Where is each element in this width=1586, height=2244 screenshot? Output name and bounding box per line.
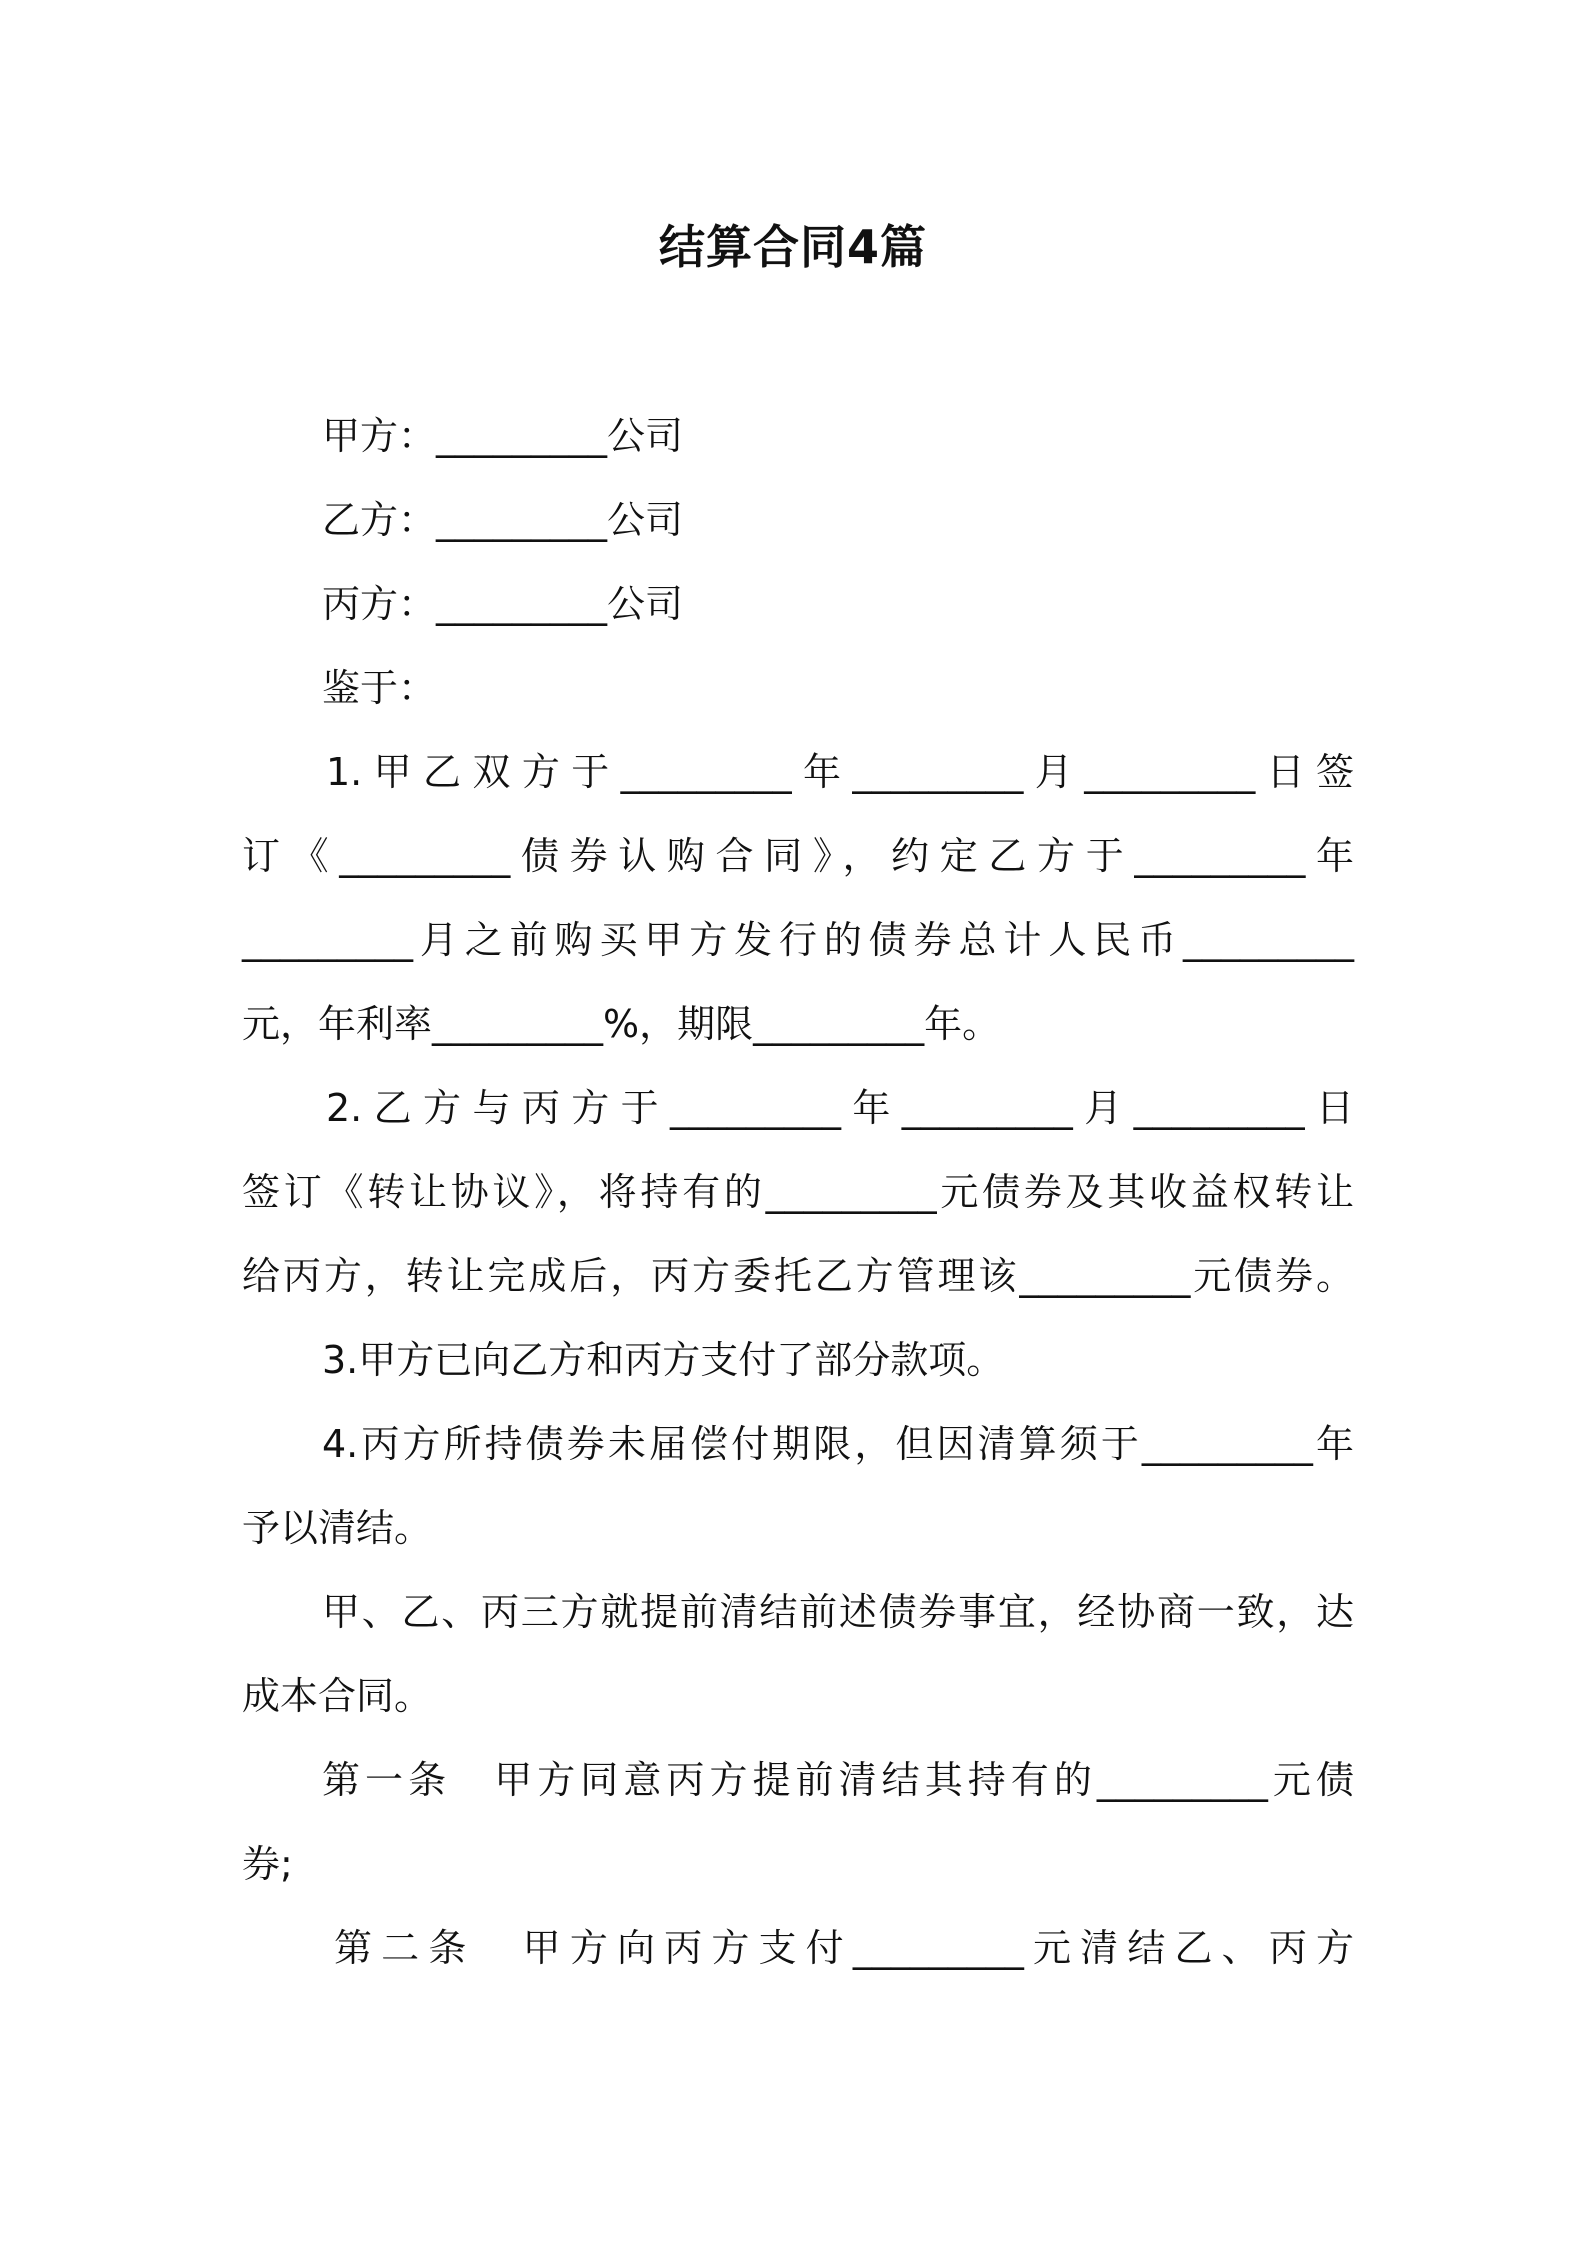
article-1-line-1: 第一条 甲方同意丙方提前清结其持有的_________元债 <box>322 1758 1354 1802</box>
clause-1-line-1: 1.甲乙双方于_________年_________月_________日签 <box>326 750 1354 794</box>
article-1-line-2: 券; <box>242 1842 293 1886</box>
clause-4-line-2: 予以清结。 <box>242 1506 433 1550</box>
whereas-label: 鉴于： <box>322 666 437 710</box>
party-b-line: 乙方：_________公司 <box>322 498 684 542</box>
clause-2-line-3: 给丙方，转让完成后，丙方委托乙方管理该_________元债券。 <box>242 1254 1354 1298</box>
clause-4-line-1: 4.丙方所持债券未届偿付期限，但因清算须于_________年 <box>322 1422 1354 1466</box>
clause-1-line-4: 元，年利率_________%，期限_________年。 <box>242 1002 1001 1046</box>
clause-2-line-2: 签订《转让协议》，将持有的_________元债券及其收益权转让 <box>242 1170 1354 1214</box>
clause-1-line-2: 订《_________债券认购合同》，约定乙方于_________年 <box>242 834 1354 878</box>
clause-3-line: 3.甲方已向乙方和丙方支付了部分款项。 <box>322 1338 1005 1382</box>
clause-2-line-1: 2.乙方与丙方于_________年_________月_________日 <box>326 1086 1354 1130</box>
party-a-line: 甲方：_________公司 <box>322 414 684 458</box>
document-title: 结算合同4篇 <box>658 220 927 274</box>
agreement-line-1: 甲、乙、丙三方就提前清结前述债券事宜，经协商一致，达 <box>322 1590 1354 1634</box>
agreement-line-2: 成本合同。 <box>242 1674 433 1718</box>
clause-1-line-3: _________月之前购买甲方发行的债券总计人民币_________ <box>242 918 1354 962</box>
article-2-line-1: 第二条 甲方向丙方支付_________元清结乙、丙方 <box>334 1926 1354 1970</box>
party-c-line: 丙方：_________公司 <box>322 582 684 626</box>
